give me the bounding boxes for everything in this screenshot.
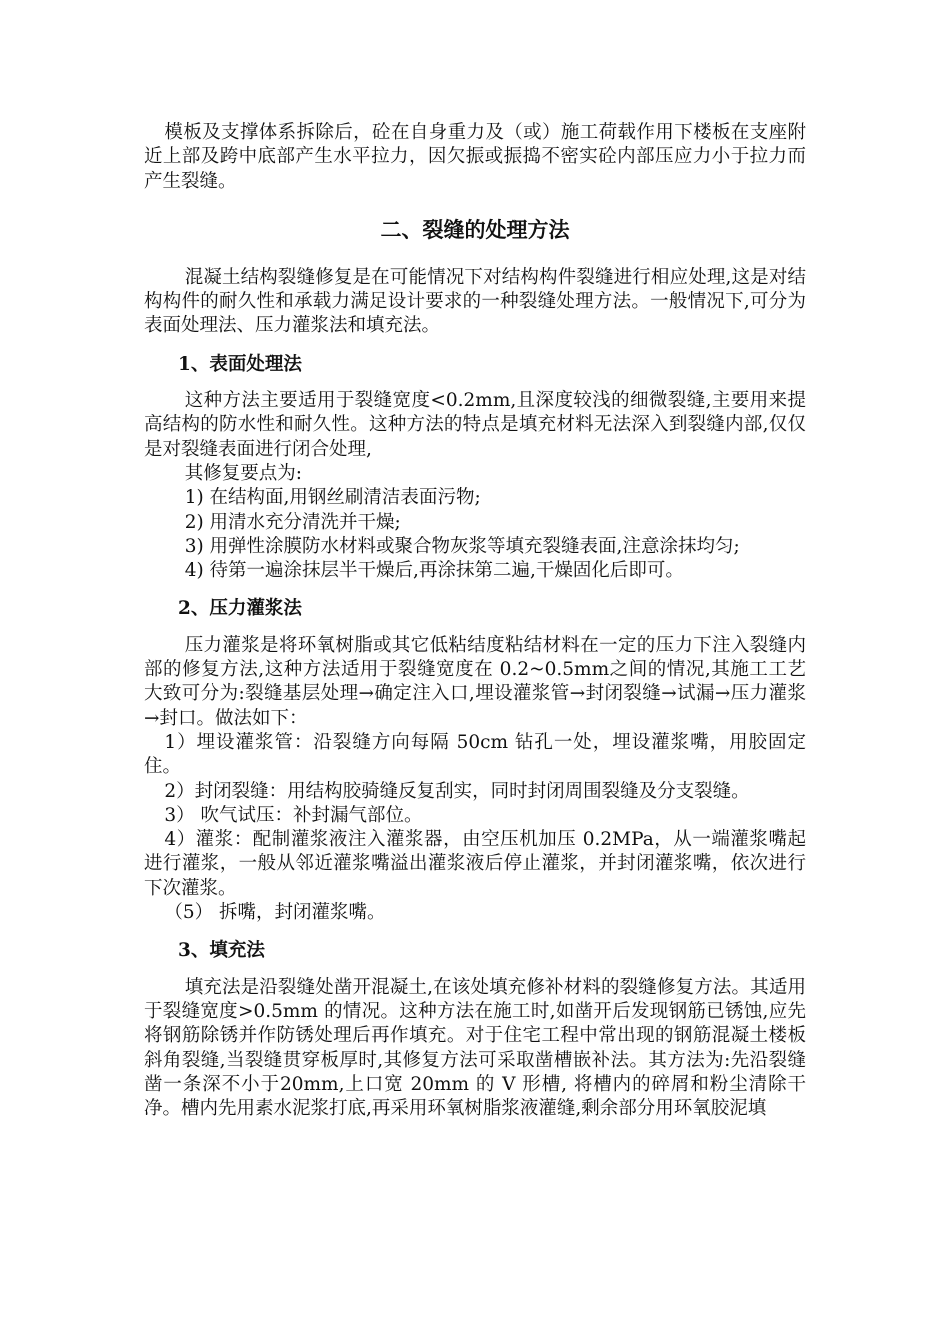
list-item: 2）封闭裂缝：用结构胶骑缝反复刮实，同时封闭周围裂缝及分支裂缝。 — [164, 780, 750, 802]
list-item: 3） 吹气试压：补封漏气部位。 — [164, 804, 423, 826]
method-paragraph: 填充法是沿裂缝处凿开混凝土,在该处填充修补材料的裂缝修复方法。其适用于裂缝宽度>0.5mm 的情况。这种方法在施工时,如凿开后发现钢筋已锈蚀,应先将钢筋除锈并作防锈处理后再作填充。对于住宅工程中常出现的钢筋混凝土楼板斜角裂缝,当裂缝贯穿板厚时,其修复方法可采取凿槽嵌补法。其方法为:先沿裂缝凿一条深不小于20mm,上口宽 20mm 的 V 形槽, 将槽内的碎屑和粉尘清除干净。槽内先用素水泥浆打底,再采用环氧树脂浆液灌缝,剩余部分用环氧胶泥填 — [144, 976, 806, 1120]
method-paragraph: 其修复要点为: — [184, 462, 302, 484]
method-paragraph: 这种方法主要适用于裂缝宽度<0.2mm,且深度较浅的细微裂缝,主要用来提高结构的防水性和耐久性。这种方法的特点是填充材料无法深入到裂缝内部,仅仅是对裂缝表面进行闭合处理, — [144, 390, 806, 460]
method-heading-filling: 3、填充法 — [178, 940, 265, 962]
list-item: 4）灌浆：配制灌浆液注入灌浆器，由空压机加压 0.2MPa，从一端灌浆嘴起进行灌浆，一般从邻近灌浆嘴溢出灌浆液后停止灌浆，并封闭灌浆嘴，依次进行下次灌浆。 — [144, 829, 806, 899]
section-title: 二、裂缝的处理方法 — [380, 216, 570, 242]
intro-paragraph: 模板及支撑体系拆除后，砼在自身重力及（或）施工荷载作用下楼板在支座附近上部及跨中底部产生水平拉力，因欠振或振捣不密实砼内部压应力小于拉力而产生裂缝。 — [144, 122, 806, 192]
method-heading-surface: 1、表面处理法 — [178, 353, 302, 375]
list-item: 2) 用清水充分清洗并干燥; — [184, 511, 401, 533]
method-paragraph: 压力灌浆是将环氧树脂或其它低粘结度粘结材料在一定的压力下注入裂缝内部的修复方法,这种方法适用于裂缝宽度在 0.2~0.5mm之间的情况,其施工工艺大致可分为:裂缝基层处理→确定注入口,埋设灌浆管→封闭裂缝→试漏→压力灌浆→封口。做法如下： — [144, 634, 806, 729]
list-item: 3) 用弹性涂膜防水材料或聚合物灰浆等填充裂缝表面,注意涂抹均匀; — [184, 535, 740, 557]
list-item: 1) 在结构面,用钢丝刷清洁表面污物; — [184, 487, 481, 509]
section-intro-paragraph: 混凝土结构裂缝修复是在可能情况下对结构构件裂缝进行相应处理,这是对结构构件的耐久性和承载力满足设计要求的一种裂缝处理方法。一般情况下,可分为表面处理法、压力灌浆法和填充法。 — [144, 266, 806, 337]
method-heading-pressure-grouting: 2、压力灌浆法 — [178, 598, 302, 620]
list-item: 1）埋设灌浆管：沿裂缝方向每隔 50cm 钻孔一处，埋设灌浆嘴，用胶固定住。 — [144, 731, 806, 778]
list-item: （5） 拆嘴，封闭灌浆嘴。 — [164, 902, 386, 924]
document-page — [144, 121, 806, 1121]
list-item: 4) 待第一遍涂抹层半干燥后,再涂抹第二遍,干燥固化后即可。 — [184, 560, 684, 582]
